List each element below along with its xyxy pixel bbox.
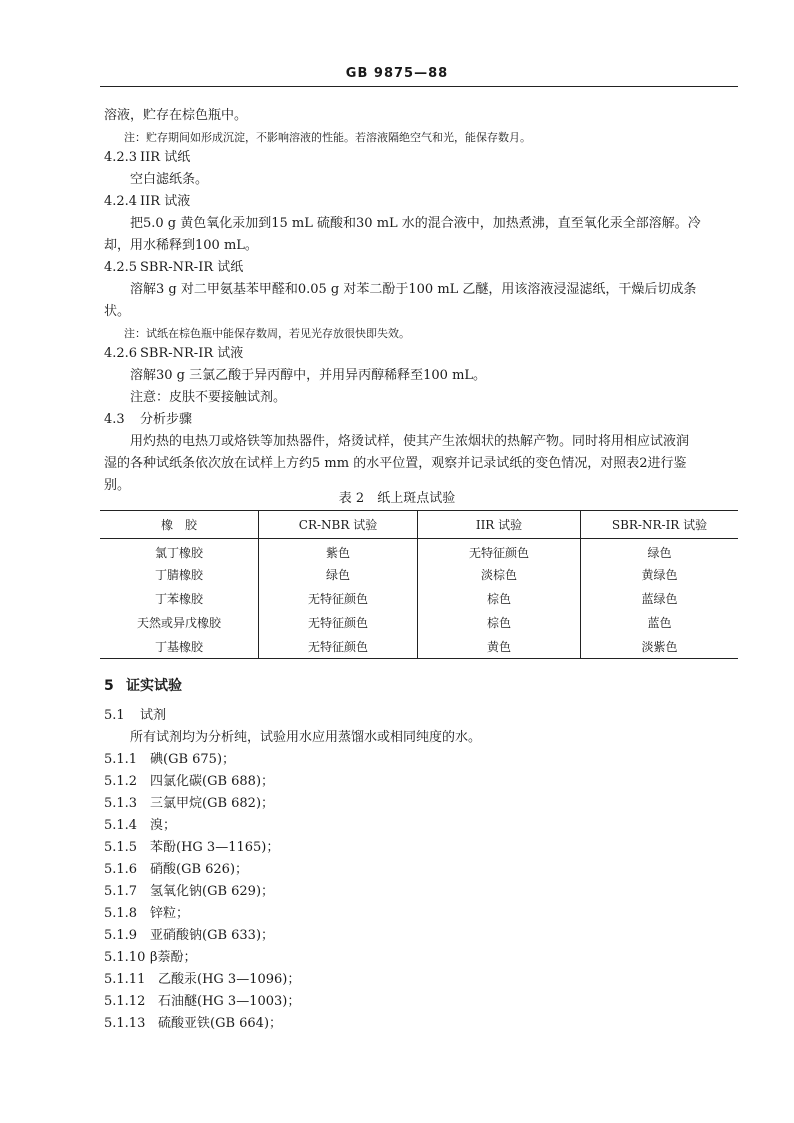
column-header: CR-NBR 试验 (259, 511, 418, 539)
item-text: β萘酚； (150, 950, 197, 965)
reagent-list-item (104, 992, 300, 1012)
item-text: 锌粒； (150, 906, 190, 921)
reagent-list-item (104, 970, 300, 990)
table-title: 表 2 纸上斑点试验 (338, 491, 456, 506)
table-cell: 丁苯橡胶 (154, 592, 203, 606)
paragraph-line: 把5.0 g 黄色氧化汞加到15 mL 硫酸和30 mL 水的混合液中，加热煮沸，直至氧化汞全部溶解。冷 (130, 216, 701, 231)
table-row (100, 563, 738, 587)
section-number: 5.1 (104, 708, 125, 723)
item-number: 5.1.6 (104, 862, 138, 877)
section-heading-5 (104, 676, 182, 696)
table-header-row (100, 511, 738, 539)
table-cell: 黄色 (418, 635, 581, 659)
section-number: 4.2.3 (104, 150, 138, 165)
item-number: 5.1.2 (104, 774, 138, 789)
item-text: 硫酸亚铁(GB 664)； (158, 1016, 283, 1031)
subsection-heading-4-2-4 (104, 192, 190, 212)
section-number: 4.2.6 (104, 346, 138, 361)
table-cell: 无特征颜色 (259, 635, 418, 659)
item-number: 5.1.1 (104, 752, 138, 767)
table-cell: 氯丁橡胶 (154, 545, 203, 560)
item-number: 5.1.4 (104, 818, 138, 833)
note-line: 注：试纸在棕色瓶中能保存数周，若见光存放很快即失效。 (124, 327, 410, 340)
table-cell: 丁基橡胶 (100, 635, 259, 659)
subsection-heading-4-2-6 (104, 344, 243, 364)
section-number: 4.3 (104, 412, 125, 427)
paragraph-line: 却，用水稀释到100 mL。 (104, 238, 258, 253)
table-cell: 无特征颜色 (259, 587, 418, 611)
item-number: 5.1.11 (104, 972, 146, 987)
table-cell: 绿色 (259, 563, 418, 587)
reagent-list-item (104, 926, 274, 946)
item-number: 5.1.5 (104, 840, 138, 855)
reagent-list-item (104, 816, 176, 836)
item-number: 5.1.12 (104, 994, 146, 1009)
header-rule (100, 86, 738, 87)
section-number: 4.2.4 (104, 194, 138, 209)
reagent-list-item (104, 794, 274, 814)
table-cell: 无特征颜色 (259, 611, 418, 635)
subsection-heading-5-1 (104, 706, 166, 726)
section-title: 证实试验 (126, 678, 182, 694)
section-title: SBR-NR-IR 试纸 (140, 260, 244, 275)
subsection-heading-4-2-3 (104, 148, 190, 168)
item-text: 三氯甲烷(GB 682)； (150, 796, 275, 811)
column-header: IIR 试验 (418, 511, 581, 539)
table-row (100, 587, 738, 611)
table-row (100, 635, 738, 659)
table-cell: 紫色 (259, 539, 418, 563)
section-title: IIR 试纸 (140, 150, 191, 165)
item-text: 氢氧化钠(GB 629)； (150, 884, 275, 899)
table-cell: 黄绿色 (581, 563, 739, 587)
item-text: 亚硝酸钠(GB 633)； (150, 928, 275, 943)
paragraph-line: 空白滤纸条。 (130, 172, 209, 187)
paragraph-line: 溶解30 g 三氯乙酸于异丙醇中，并用异丙醇稀释至100 mL。 (130, 368, 487, 383)
paragraph-line: 溶解3 g 对二甲氨基苯甲醛和0.05 g 对苯二酚于100 mL 乙醚，用该溶液浸湿滤纸，干燥后切成条 (130, 282, 697, 297)
reagent-list-item (104, 1014, 282, 1034)
table-cell: 无特征颜色 (418, 539, 581, 563)
table-row (100, 539, 738, 563)
reagent-list-item (104, 860, 248, 880)
standard-code-header: GB 9875—88 (345, 66, 449, 81)
table-cell: 淡紫色 (581, 635, 739, 659)
item-text: 四氯化碳(GB 688)； (150, 774, 275, 789)
spot-test-table (100, 510, 738, 659)
table-cell: 丁腈橡胶 (154, 568, 203, 582)
item-number: 5.1.10 (104, 950, 146, 965)
paragraph-line: 别。 (104, 478, 131, 493)
section-title: SBR-NR-IR 试液 (140, 346, 244, 361)
column-header: SBR-NR-IR 试验 (581, 511, 739, 539)
section-number: 5 (104, 678, 114, 694)
table-cell: 淡棕色 (418, 563, 581, 587)
reagent-list-item (104, 882, 274, 902)
table-cell: 绿色 (581, 539, 739, 563)
table-cell: 天然或异戊橡胶 (136, 616, 221, 630)
item-text: 溴； (150, 818, 177, 833)
note-line: 注：贮存期间如形成沉淀，不影响溶液的性能。若溶液隔绝空气和光，能保存数月。 (124, 131, 531, 144)
table-row (100, 611, 738, 635)
item-text: 乙酸汞(HG 3—1096)； (158, 972, 301, 987)
section-title: IIR 试液 (140, 194, 191, 209)
column-header: 橡 胶 (100, 511, 259, 539)
item-text: 苯酚(HG 3—1165)； (150, 840, 280, 855)
reagent-list-item (104, 948, 197, 968)
table-cell: 棕色 (418, 587, 581, 611)
caution-line: 注意：皮肤不要接触试剂。 (130, 390, 287, 405)
item-text: 石油醚(HG 3—1003)； (158, 994, 301, 1009)
reagent-list-item (104, 838, 279, 858)
reagent-list-item (104, 750, 235, 770)
item-text: 硝酸(GB 626)； (150, 862, 249, 877)
item-number: 5.1.8 (104, 906, 138, 921)
section-title: 分析步骤 (140, 412, 193, 427)
paragraph-line: 溶液，贮存在棕色瓶中。 (104, 108, 248, 123)
item-number: 5.1.13 (104, 1016, 146, 1031)
table-cell: 棕色 (418, 611, 581, 635)
table-cell: 蓝绿色 (581, 587, 739, 611)
subsection-heading-4-3 (104, 410, 192, 430)
section-number: 4.2.5 (104, 260, 138, 275)
subsection-heading-4-2-5 (104, 258, 243, 278)
item-number: 5.1.3 (104, 796, 138, 811)
reagent-list-item (104, 904, 189, 924)
item-number: 5.1.9 (104, 928, 138, 943)
table-cell: 蓝色 (581, 611, 739, 635)
paragraph-line: 所有试剂均为分析纯，试验用水应用蒸馏水或相同纯度的水。 (130, 730, 482, 745)
section-title: 试剂 (140, 708, 167, 723)
paragraph-line: 用灼热的电热刀或烙铁等加热器件，烙烫试样，使其产生浓烟状的热解产物。同时将用相应试液润 (130, 434, 690, 449)
item-text: 碘(GB 675)； (150, 752, 236, 767)
paragraph-line: 湿的各种试纸条依次放在试样上方约5 mm 的水平位置，观察并记录试纸的变色情况，对照表2进行鉴 (104, 456, 687, 471)
paragraph-line: 状。 (104, 304, 131, 319)
item-number: 5.1.7 (104, 884, 138, 899)
reagent-list-item (104, 772, 274, 792)
